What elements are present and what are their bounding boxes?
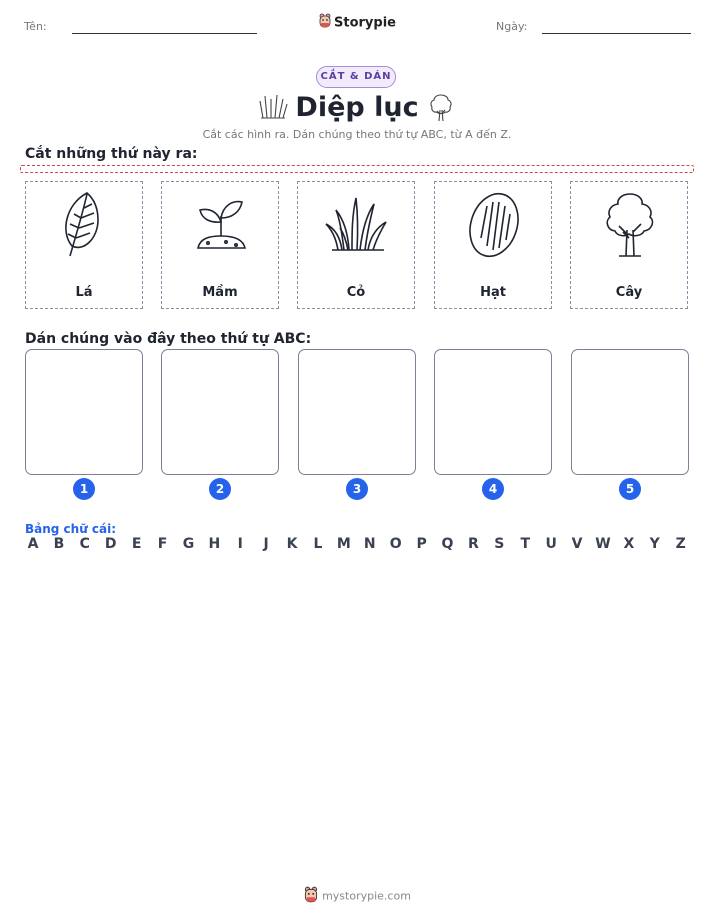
alphabet-letter: V — [571, 536, 583, 552]
alphabet-heading: Bảng chữ cái: — [25, 522, 117, 536]
page-title: Diệp lục — [295, 92, 419, 123]
paste-heading: Dán chúng vào đây theo thứ tự ABC: — [25, 331, 312, 347]
alphabet-letter: W — [595, 536, 611, 552]
slot-number: 1 — [73, 478, 95, 500]
name-label: Tên: — [24, 20, 47, 33]
alphabet-letter: K — [286, 536, 298, 552]
alphabet-letter: P — [416, 536, 427, 552]
cut-line — [20, 165, 694, 173]
alphabet-letter: F — [157, 536, 168, 552]
name-line[interactable] — [72, 33, 257, 34]
date-label: Ngày: — [496, 20, 528, 33]
tree-icon — [595, 190, 665, 260]
alphabet-letter: U — [545, 536, 557, 552]
brand-name: Storypie — [334, 15, 396, 31]
cut-heading: Cắt những thứ này ra: — [25, 146, 198, 162]
alphabet-letter: A — [27, 536, 39, 552]
cut-card-mam[interactable] — [161, 181, 279, 309]
cut-card-cay[interactable] — [570, 181, 688, 309]
card-label: Cỏ — [346, 285, 366, 300]
brand-logo — [0, 13, 714, 33]
alphabet-letter: I — [237, 536, 243, 552]
slot-number: 5 — [619, 478, 641, 500]
card-label: Mầm — [202, 285, 238, 300]
alphabet-row — [25, 536, 689, 552]
tree-decoration-icon — [427, 92, 455, 126]
paste-slot-3[interactable] — [298, 349, 416, 475]
sprout-icon — [186, 190, 256, 260]
cut-card-la[interactable] — [25, 181, 143, 309]
alphabet-letter: H — [208, 536, 221, 552]
alphabet-letter: M — [336, 536, 351, 552]
alphabet-letter: B — [53, 536, 65, 552]
card-label: Cây — [615, 285, 643, 300]
paste-slot-5[interactable] — [571, 349, 689, 475]
instructions: Cắt các hình ra. Dán chúng theo thứ tự ABC, từ A đến Z. — [202, 128, 512, 141]
slot-number: 4 — [482, 478, 504, 500]
alphabet-letter: S — [494, 536, 505, 552]
leaf-icon — [50, 190, 120, 260]
alphabet-letter: O — [389, 536, 402, 552]
storypie-mascot-icon — [318, 13, 332, 33]
alphabet-letter: X — [623, 536, 635, 552]
cut-card-co[interactable] — [297, 181, 415, 309]
paste-slot-4[interactable] — [434, 349, 552, 475]
footer — [0, 886, 714, 907]
paste-slot-1[interactable] — [25, 349, 143, 475]
alphabet-letter: Z — [675, 536, 686, 552]
slot-number: 2 — [209, 478, 231, 500]
activity-badge: CẮT & DÁN — [316, 66, 396, 88]
alphabet-letter: J — [263, 536, 269, 552]
footer-url[interactable]: mystorypie.com — [322, 889, 411, 903]
alphabet-letter: L — [313, 536, 323, 552]
alphabet-letter: E — [131, 536, 142, 552]
alphabet-letter: D — [104, 536, 117, 552]
grass-icon — [322, 190, 392, 260]
slot-number: 3 — [346, 478, 368, 500]
alphabet-letter: R — [468, 536, 479, 552]
paste-slot-2[interactable] — [161, 349, 279, 475]
alphabet-letter: T — [520, 536, 530, 552]
card-label: Lá — [75, 285, 93, 300]
alphabet-letter: N — [363, 536, 376, 552]
card-label: Hạt — [480, 285, 506, 300]
alphabet-letter: C — [79, 536, 90, 552]
alphabet-letter: Q — [441, 536, 454, 552]
alphabet-letter: Y — [649, 536, 660, 552]
cut-card-hat[interactable] — [434, 181, 552, 309]
storypie-mascot-icon — [303, 886, 319, 907]
date-line[interactable] — [542, 33, 691, 34]
alphabet-letter: G — [182, 536, 195, 552]
seed-icon — [459, 190, 529, 260]
